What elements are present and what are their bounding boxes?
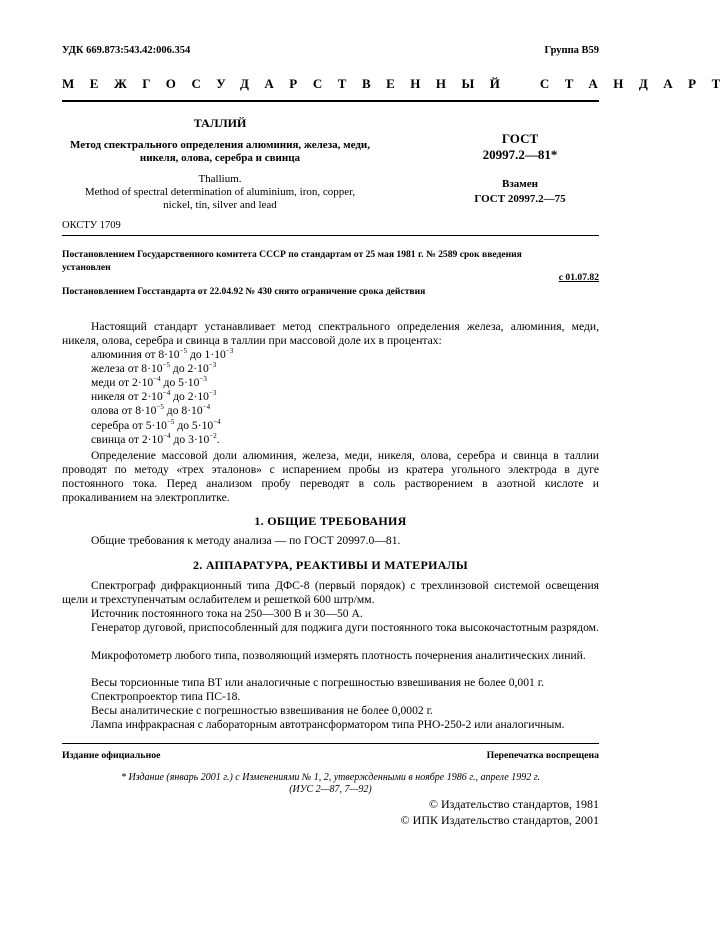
title-en <box>62 173 378 212</box>
replaces-block <box>440 177 600 207</box>
range-to: до 2·10 <box>170 362 209 376</box>
edition-note-line-2: (ИУС 2—87, 7—92) <box>289 784 372 795</box>
range-from-exponent: −5 <box>179 347 188 356</box>
range-from: серебра от 5·10 <box>91 418 167 432</box>
section-1-heading: 1. ОБЩИЕ ТРЕБОВАНИЯ <box>254 514 407 528</box>
reprint-notice: Перепечатка воспрещена <box>486 750 599 761</box>
section-2-heading: 2. АППАРАТУРА, РЕАКТИВЫ И МАТЕРИАЛЫ <box>192 558 469 572</box>
range-from-exponent: −5 <box>162 361 171 370</box>
range-line <box>91 433 220 447</box>
range-to-exponent: −3 <box>199 375 207 384</box>
equipment-item: Весы торсионные типа ВТ или аналогичные с погрешностью взвешивания не более 0,001 г. <box>91 676 545 689</box>
range-line <box>91 362 216 376</box>
group-code: Группа В59 <box>544 45 599 56</box>
range-to: до 5·10 <box>174 418 214 432</box>
range-from: никеля от 2·10 <box>91 390 163 404</box>
banner-word-1: МЕЖГОСУДАРСТВЕННЫ <box>62 76 490 91</box>
decree-date: с 01.07.82 <box>558 272 599 283</box>
equipment-item: Генератор дуговой, приспособленный для поджига дуги постоянного тока высокочастотным разрядом. <box>91 621 599 634</box>
range-to-exponent: −4 <box>213 417 221 426</box>
footer-rule <box>62 743 599 744</box>
title-en-line-1: Thallium. <box>198 173 242 185</box>
range-to: до 5·10 <box>160 376 200 390</box>
range-from-exponent: −4 <box>163 431 171 440</box>
range-to: до 1·10 <box>187 348 226 361</box>
equipment-item: Микрофотометр любого типа, позволяющий измерять плотность почернения аналитических линий. <box>91 649 586 662</box>
oksty-rule <box>62 235 599 236</box>
range-to-exponent: −4 <box>202 403 211 412</box>
copyright-line-2: © ИПК Издательство стандартов, 2001 <box>400 813 599 827</box>
method-paragraph: Определение массовой доли алюминия, железа, меди, никеля, олова, серебра и свинца в таллии проводят по методу «трех эталонов» с испарением пробы из кратера угольного электрода в дуге постоянного тока. Перед анализом пробу переводят в соль растворением в азотной кислоте и прокаливанием на электроплитке. <box>62 449 599 505</box>
range-from: алюминия от 8·10 <box>91 348 180 361</box>
equipment-item: Источник постоянного тока на 250—300 В и 30—50 А. <box>91 607 363 620</box>
range-line <box>91 390 216 404</box>
replaces-label: Взамен <box>502 178 538 190</box>
section-1-text: Общие требования к методу анализа — по ГОСТ 20997.0—81. <box>91 534 401 547</box>
copyright-block <box>401 796 599 828</box>
subtitle-en-line-1: Method of spectral determination of aluminium, iron, copper, <box>84 186 356 198</box>
subtitle-en-line-2: nickel, tin, silver and lead <box>163 199 277 211</box>
gost-number: 20997.2—81* <box>482 147 558 162</box>
subtitle-ru-line-1: Метод спектрального определения алюминия, железа, меди, <box>70 139 370 151</box>
range-to-exponent: −3 <box>225 347 234 356</box>
official-edition: Издание официальное <box>62 750 161 761</box>
range-from: железа от 8·10 <box>91 362 163 376</box>
banner-word-2-end: Т <box>711 76 720 91</box>
decree-line-1: Постановлением Государственного комитета СССР по стандартам от 25 мая 1981 г. № 2589 срок введения <box>62 249 522 260</box>
range-to-exponent: −2 <box>209 431 217 440</box>
range-from: меди от 2·10 <box>91 376 154 390</box>
range-to-exponent: −3 <box>208 361 217 370</box>
subtitle-ru-line-2: никеля, олова, серебра и свинца <box>139 152 301 164</box>
range-to: до 3·10 <box>170 432 210 446</box>
range-from-exponent: −4 <box>153 375 161 384</box>
udk-code: УДК 669.873:543.42:006.354 <box>62 45 191 56</box>
equipment-item: Весы аналитические с погрешностью взвешивания не более 0,0002 г. <box>91 704 433 717</box>
decree-line-3: Постановлением Госстандарта от 22.04.92 № 430 снято ограничение срока действия <box>62 286 426 297</box>
range-from-exponent: −5 <box>156 403 164 412</box>
range-from: олова от 8·10 <box>91 404 157 418</box>
range-end: . <box>216 432 220 446</box>
range-to-exponent: −3 <box>208 389 217 398</box>
banner-word-2: СТАНДАР <box>539 76 712 91</box>
edition-note-line-1: * Издание (январь 2001 г.) с Изменениями № 1, 2, утвержденными в ноябре 1986 г., апреле 1992 г. <box>120 772 540 783</box>
decree-line-2: установлен <box>62 262 111 273</box>
subtitle-ru <box>62 139 378 165</box>
banner-word-1-end: Й <box>489 76 500 91</box>
range-line <box>91 419 221 433</box>
title-ru: ТАЛЛИЙ <box>193 116 247 130</box>
range-line <box>91 404 210 418</box>
gost-designation <box>440 131 600 163</box>
range-line <box>91 376 207 390</box>
edition-note <box>62 772 599 796</box>
range-from-exponent: −5 <box>166 417 175 426</box>
standard-type-banner <box>62 76 720 92</box>
copyright-line-1: © Издательство стандартов, 1981 <box>428 797 599 811</box>
replaces-gost: ГОСТ 20997.2—75 <box>474 193 566 205</box>
gost-label: ГОСТ <box>501 131 539 146</box>
equipment-item: Спектропроектор типа ПС-18. <box>91 690 241 703</box>
equipment-item: Спектрограф дифракционный типа ДФС-8 (первый порядок) с трехлинзовой системой освещения щели и трехступенчатым ослабителем и решеткой 600 штр/мм. <box>62 579 599 607</box>
header-rule <box>62 100 599 102</box>
range-to: до 8·10 <box>163 404 203 418</box>
range-line <box>91 348 233 362</box>
range-from: свинца от 2·10 <box>91 432 164 446</box>
oksty-code: ОКСТУ 1709 <box>62 220 121 231</box>
equipment-item: Лампа инфракрасная с лабораторным автотрансформатором типа РНО-250-2 или аналогичным. <box>91 718 565 731</box>
range-to: до 2·10 <box>170 390 209 404</box>
intro-paragraph: Настоящий стандарт устанавливает метод спектрального определения железа, алюминия, меди, никеля, олова, серебра и свинца в таллии при массовой доле их в процентах: <box>62 320 599 348</box>
range-from-exponent: −4 <box>162 389 171 398</box>
